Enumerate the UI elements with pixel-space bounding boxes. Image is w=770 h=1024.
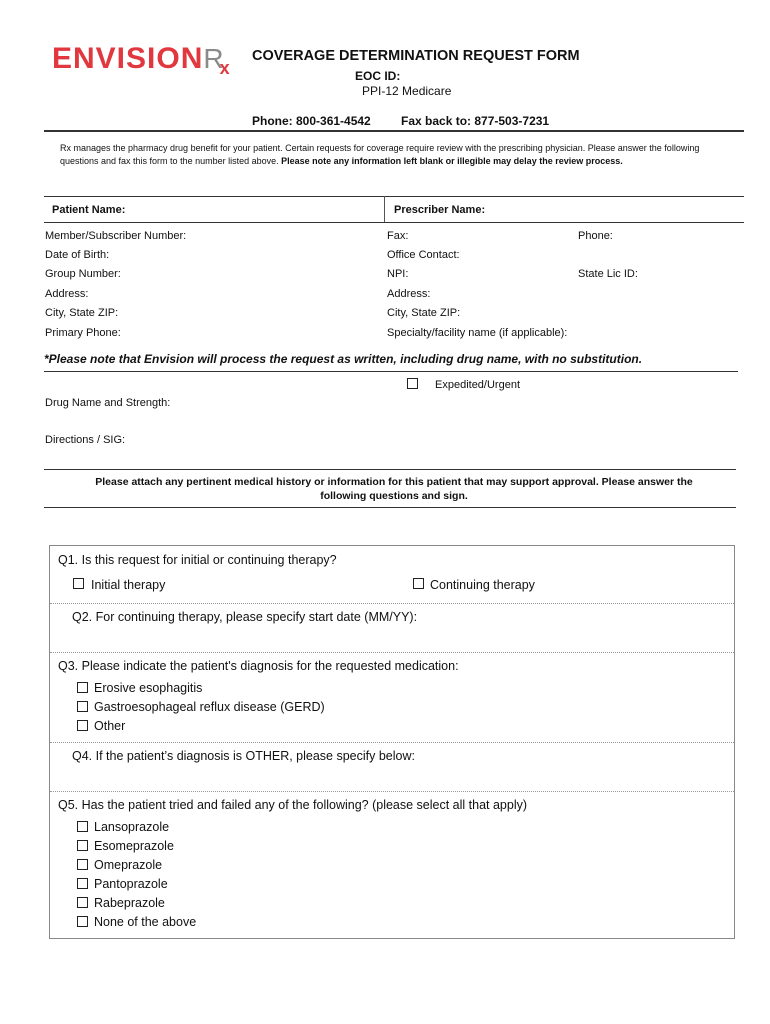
npi-field[interactable]: NPI: — [387, 268, 409, 280]
q2-text: Q2. For continuing therapy, please specify start date (MM/YY): — [72, 610, 418, 624]
form-title: COVERAGE DETERMINATION REQUEST FORM — [252, 48, 580, 64]
header-divider — [44, 130, 744, 132]
pantoprazole-checkbox[interactable] — [77, 878, 88, 889]
expedited-checkbox[interactable] — [407, 378, 418, 389]
q5-text: Q5. Has the patient tried and failed any of the following? (please select all that apply) — [58, 798, 528, 812]
prescriber-name-label: Prescriber Name: — [394, 204, 486, 216]
patient-city-field[interactable]: City, State ZIP: — [45, 307, 119, 319]
q2-divider — [50, 652, 734, 653]
logo-text: ENVISION — [52, 42, 204, 75]
continuing-therapy-label: Continuing therapy — [430, 578, 535, 592]
patient-name-label: Patient Name: — [52, 204, 126, 216]
omeprazole-label: Omeprazole — [94, 858, 163, 872]
envision-rx-logo — [52, 42, 235, 76]
gerd-label: Gastroesophageal reflux disease (GERD) — [94, 700, 325, 714]
other-diagnosis-checkbox[interactable] — [77, 720, 88, 731]
attach-notice — [44, 476, 744, 503]
q3-text: Q3. Please indicate the patient's diagnosis for the requested medication: — [58, 659, 459, 673]
lansoprazole-label: Lansoprazole — [94, 820, 170, 834]
name-column-divider — [384, 196, 385, 222]
esomeprazole-label: Esomeprazole — [94, 839, 174, 853]
gerd-checkbox[interactable] — [77, 701, 88, 712]
esomeprazole-checkbox[interactable] — [77, 840, 88, 851]
intro-text: Rx manages the pharmacy drug benefit for your patient. Certain requests for coverage require review with the prescribing physician. Please answer the following questions and fax this form to the number listed above. — [60, 143, 700, 166]
none-of-above-checkbox[interactable] — [77, 916, 88, 927]
initial-therapy-checkbox[interactable] — [73, 578, 84, 589]
prescriber-fax-field[interactable]: Fax: — [387, 230, 409, 242]
drug-divider — [44, 469, 736, 470]
rabeprazole-checkbox[interactable] — [77, 897, 88, 908]
directions-field[interactable]: Directions / SIG: — [45, 434, 126, 446]
erosive-esophagitis-label: Erosive esophagitis — [94, 681, 203, 695]
group-number-field[interactable]: Group Number: — [45, 268, 121, 280]
continuing-therapy-checkbox[interactable] — [413, 578, 424, 589]
intro-paragraph — [60, 142, 730, 167]
note-divider — [44, 371, 738, 372]
other-diagnosis-label: Other — [94, 719, 126, 733]
patient-phone-field[interactable]: Primary Phone: — [45, 327, 121, 339]
prescriber-city-field[interactable]: City, State ZIP: — [387, 307, 461, 319]
q4-divider — [50, 791, 734, 792]
erosive-esophagitis-checkbox[interactable] — [77, 682, 88, 693]
q1-text: Q1. Is this request for initial or continuing therapy? — [58, 553, 337, 567]
phone-number: Phone: 800-361-4542 — [252, 114, 371, 128]
expedited-label: Expedited/Urgent — [435, 379, 520, 391]
attach-line-2: following questions and sign. — [320, 489, 468, 502]
logo-rx: R — [203, 43, 224, 74]
state-lic-field[interactable]: State Lic ID: — [578, 268, 638, 280]
specialty-field[interactable]: Specialty/facility name (if applicable): — [387, 327, 568, 339]
prescriber-phone-field[interactable]: Phone: — [578, 230, 613, 242]
office-contact-field[interactable]: Office Contact: — [387, 249, 460, 261]
member-number-field[interactable]: Member/Subscriber Number: — [45, 230, 187, 242]
logo-x: x — [219, 58, 231, 78]
fax-number: Fax back to: 877-503-7231 — [401, 114, 550, 128]
rabeprazole-label: Rabeprazole — [94, 896, 165, 910]
prescriber-address-field[interactable]: Address: — [387, 288, 431, 300]
intro-divider — [44, 196, 744, 197]
dob-field[interactable]: Date of Birth: — [45, 249, 110, 261]
eoc-id-label: EOC ID: — [355, 69, 401, 83]
attach-line-1: Please attach any pertinent medical history or information for this patient that may support approval. Please answer the — [95, 476, 693, 488]
lansoprazole-checkbox[interactable] — [77, 821, 88, 832]
omeprazole-checkbox[interactable] — [77, 859, 88, 870]
pantoprazole-label: Pantoprazole — [94, 877, 168, 891]
attach-divider — [44, 507, 736, 508]
name-row-divider — [44, 222, 744, 223]
substitution-note: *Please note that Envision will process the request as written, including drug name, with no substitution. — [44, 352, 643, 366]
none-of-above-label: None of the above — [94, 915, 197, 929]
drug-name-field[interactable]: Drug Name and Strength: — [45, 397, 171, 409]
q1-divider — [50, 603, 734, 604]
intro-bold-note: Please note any information left blank or illegible may delay the review process. — [281, 155, 623, 166]
patient-address-field[interactable]: Address: — [45, 288, 89, 300]
initial-therapy-label: Initial therapy — [91, 578, 166, 592]
plan-name: PPI-12 Medicare — [362, 84, 452, 98]
q3-divider — [50, 742, 734, 743]
q4-text: Q4. If the patient’s diagnosis is OTHER, please specify below: — [72, 749, 415, 763]
